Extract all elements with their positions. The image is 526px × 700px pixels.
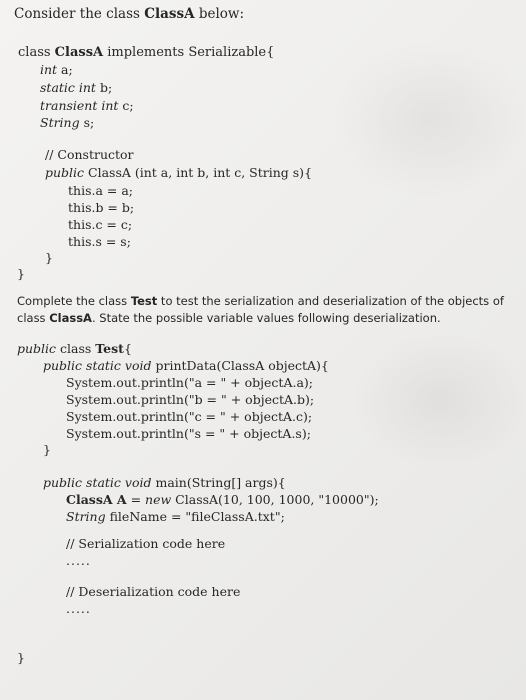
task-classname: Test — [130, 294, 158, 308]
class-keyword: class — [56, 341, 96, 356]
paper-shadow — [350, 330, 526, 470]
variable-decl: ClassA A — [66, 492, 127, 507]
main-line-filename — [66, 509, 285, 525]
paper-shadow — [330, 40, 526, 200]
println-c: System.out.println("c = " + objectA.c); — [66, 409, 313, 424]
field-type: int — [40, 62, 58, 77]
class-close-brace: } — [17, 266, 25, 281]
class-declaration — [18, 45, 274, 61]
task-line-2 — [17, 310, 441, 326]
println-b: System.out.println("b = " + objectA.b); — [66, 392, 315, 407]
field-name: a; — [57, 62, 73, 77]
task-classname: ClassA — [49, 311, 92, 325]
main-line-create — [66, 492, 379, 508]
class-implements: implements Serializable{ — [103, 45, 275, 60]
field-name: s; — [79, 115, 95, 130]
intro-line — [14, 6, 244, 22]
field-b — [40, 80, 112, 96]
placeholder-dots: ..... — [66, 601, 91, 616]
intro-text-end: below: — [194, 6, 245, 22]
class-name: ClassA — [54, 45, 104, 60]
signature-text: ClassA (int a, int b, int c, String s){ — [84, 165, 313, 180]
constructor-call: ClassA(10, 100, 1000, "10000"); — [171, 492, 379, 507]
signature-text: printData(ClassA objectA){ — [151, 358, 329, 373]
printdata-close-brace: } — [43, 442, 51, 457]
class-keyword: class — [18, 45, 55, 60]
intro-text: Consider the class — [14, 6, 145, 22]
constructor-comment: // Constructor — [45, 147, 134, 162]
serialization-comment: // Serialization code here — [66, 536, 226, 551]
println-a: System.out.println("a = " + objectA.a); — [66, 375, 313, 390]
constructor-signature — [45, 165, 312, 181]
filename-assign: fileName = "fileClassA.txt"; — [105, 509, 285, 524]
field-name: c; — [118, 98, 134, 113]
task-line-1 — [17, 293, 504, 309]
field-name: b; — [95, 80, 113, 95]
assign-s: this.s = s; — [68, 234, 131, 249]
field-c — [40, 98, 134, 114]
field-a — [40, 62, 73, 78]
assign-b: this.b = b; — [68, 200, 135, 215]
intro-classname: ClassA — [144, 6, 195, 22]
task-text: class — [17, 311, 50, 325]
modifier: public — [45, 165, 85, 180]
field-type: static int — [40, 80, 96, 95]
new-keyword: new — [145, 492, 172, 507]
modifier: public static void — [43, 475, 152, 490]
task-text: to test the serialization and deserialization of the objects of — [157, 294, 504, 308]
modifier: public static void — [43, 358, 152, 373]
test-class-declaration — [17, 341, 132, 357]
test-class-name: Test — [95, 341, 124, 356]
type: String — [66, 509, 106, 524]
assign-c: this.c = c; — [68, 217, 133, 232]
test-class-close-brace: } — [17, 650, 25, 665]
task-text: Complete the class — [17, 294, 131, 308]
assign-op: = — [126, 492, 146, 507]
printdata-signature — [43, 358, 329, 374]
main-signature — [43, 475, 286, 491]
constructor-close-brace: } — [45, 250, 53, 265]
field-type: transient int — [40, 98, 119, 113]
signature-text: main(String[] args){ — [151, 475, 286, 490]
assign-a: this.a = a; — [68, 183, 133, 198]
modifier: public — [17, 341, 57, 356]
field-type: String — [40, 115, 80, 130]
open-brace: { — [123, 341, 132, 356]
task-text: . State the possible variable values following deserialization. — [91, 311, 441, 325]
placeholder-dots: ..... — [66, 553, 91, 568]
deserialization-comment: // Deserialization code here — [66, 584, 241, 599]
println-s: System.out.println("s = " + objectA.s); — [66, 426, 311, 441]
field-s — [40, 115, 94, 131]
